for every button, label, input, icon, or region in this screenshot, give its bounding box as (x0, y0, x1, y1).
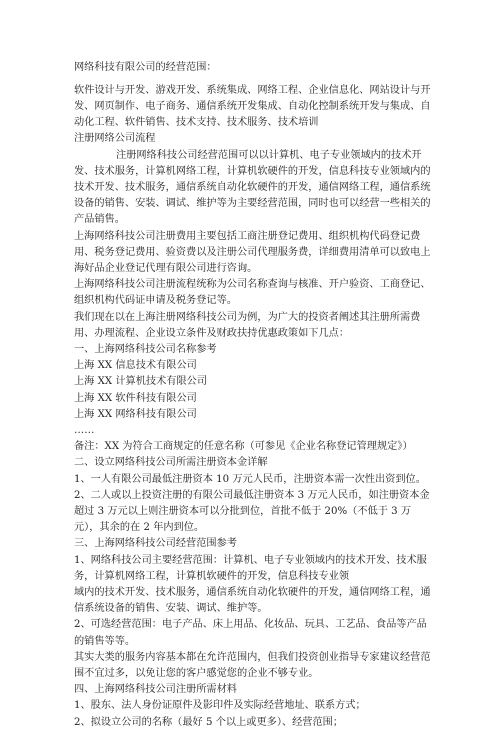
name-example: 上海 XX 计算机技术有限公司 (74, 376, 208, 388)
capital-item: 2、二人或以上投资注册的有限公司最低注册资本 3 万元人民币，如注册资本金超过 3 万元以上则注册资本可以分批到位，首批不低于 20%（不低于 3 万元），其余的在 2 年内到位。 (74, 489, 430, 534)
ellipsis: …… (74, 424, 95, 436)
process-paragraph: 上海网络科技公司注册流程统称为公司名称查询与核准、开户验资、工商登记、组织机构代码证申请及税务登记等。 (74, 279, 431, 307)
document-body (74, 60, 434, 731)
capital-item: 1、一人有限公司最低注册资本 10 万元人民币，注册资本需一次性出资到位。 (74, 473, 426, 485)
material-item: 2、拟设立公司的名称（最好 5 个以上或更多）、经营范围； (74, 716, 344, 728)
scope-item: 2、可选经营范围：电子产品、床上用品、化妆品、玩具、工艺品、食品等产品的销售等等。 (74, 619, 427, 647)
name-example: 上海 XX 信息技术有限公司 (74, 360, 197, 372)
section-heading: 四、上海网络科技公司注册所需材料 (74, 684, 237, 696)
scope-item: 1、网络科技公司主要经营范围：计算机、电子专业领域内的技术开发、技术服务，计算机网络工程，计算机软硬件的开发，信息科技专业领 (74, 554, 427, 582)
advice-paragraph: 其实大类的服务内容基本都在允许范围内，但我们投资创业指导专家建议经营范围不宜过多，以免让您的客户感觉您的企业不够专业。 (74, 651, 431, 680)
section-heading: 二、设立网络科技公司所需注册资本金详解 (74, 457, 268, 469)
material-item: 1、股东、法人身份证原件及影印件及实际经营地址、联系方式； (74, 700, 366, 712)
name-example: 上海 XX 软件科技有限公司 (74, 392, 197, 404)
business-scope-paragraph: 软件设计与开发、游戏开发、系统集成、网络工程、企业信息化、网站设计与开发、网页制作、电子商务、通信系统开发集成、自动化控制系统开发与集成、自动化工程、软件销售、技术支持、技术服务、技术培训 (74, 84, 431, 129)
section-heading: 三、上海网络科技公司经营范围参考 (74, 538, 237, 550)
scope-description-paragraph: 注册网络科技公司经营范围可以以计算机、电子专业领域内的技术开发、技术服务，计算机网络工程，计算机软硬件的开发，信息科技专业领域内的技术开发、技术服务，通信系统自动化软硬件的开发，通信网络工程，通信系统设备的销售、安装、调试、维护等为主要经营范围，同时也可以经营一些相关的产品销售。 (74, 149, 431, 226)
name-example: 上海 XX 网络科技有限公司 (74, 408, 197, 420)
scope-item-continued: 域内的技术开发、技术服务，通信系统自动化软硬件的开发，通信网络工程，通信系统设备的销售、安装、调试、维护等。 (74, 587, 431, 615)
section-heading: 注册网络公司流程 (74, 133, 156, 145)
fee-paragraph: 上海网络科技公司注册费用主要包括工商注册登记费用、组织机构代码登记费用、税务登记费用、验资费以及注册公司代理服务费，详细费用清单可以致电上海好品企业登记代理有限公司进行咨询。 (74, 230, 431, 274)
note-paragraph: 备注：XX 为符合工商规定的任意名称（可参见《企业名称登记管理规定》） (74, 441, 413, 453)
document-title: 网络科技有限公司的经营范围： (74, 62, 217, 73)
intro-paragraph: 我们现在以在上海注册网络科技公司为例，为广大的投资者阐述其注册所需费用、办理流程、企业设立条件及财政扶持优惠政策如下几点： (74, 311, 421, 339)
section-heading: 一、上海网络科技公司名称参考 (74, 343, 217, 355)
